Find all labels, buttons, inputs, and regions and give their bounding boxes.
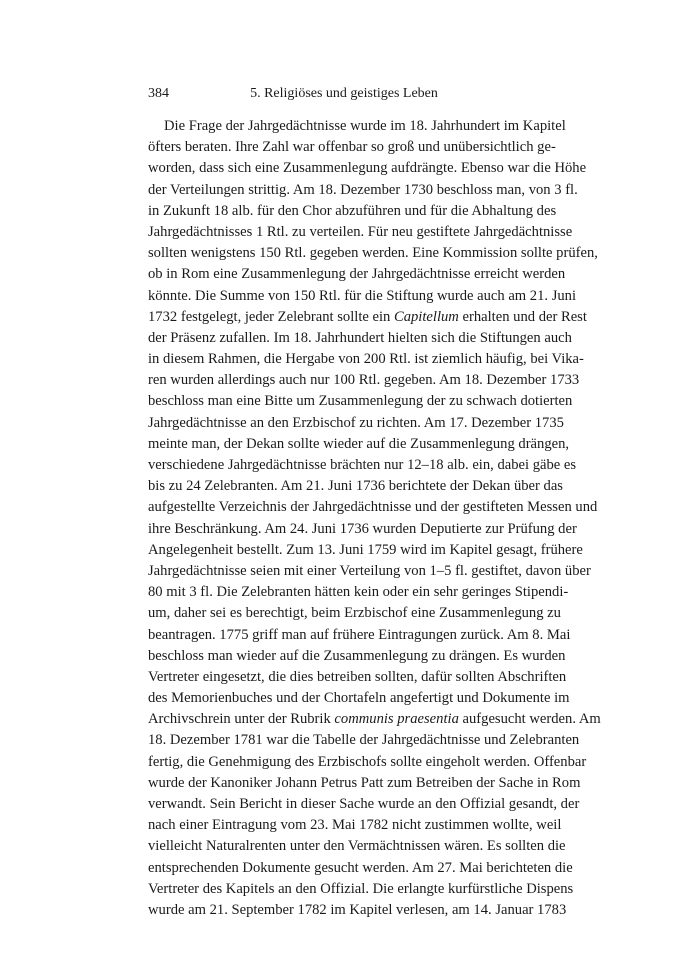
text-line [148,349,584,370]
text-segment: beschloss man wieder auf die Zusammenlegung zu drängen. Es wurden [148,647,566,664]
text-line [148,773,581,794]
text-line [148,900,567,921]
text-line [148,413,564,434]
text-segment: bis zu 24 Zelebranten. Am 21. Juni 1736 berichtete der Dekan über das [148,478,563,495]
text-segment: verschiedene Jahrgedächtnisse brächten nur 12–18 alb. ein, dabei gäbe es [148,457,577,473]
text-line [148,158,587,179]
text-segment: Vertreter eingesetzt, die dies betreiben sollten, dafür sollten Abschriften [148,668,567,685]
text-segment: 80 mit 3 fl. Die Zelebranten hätten kein oder ein sehr geringes Stipendi- [148,584,569,601]
text-segment: beantragen. 1775 griff man auf frühere Eintragungen zurück. Am 8. Mai [148,626,571,643]
text-line [148,391,573,412]
text-segment: 18. Dezember 1781 war die Tabelle der Jahrgedächtnisse und Zelebranten [148,732,580,749]
text-segment: beschloss man eine Bitte um Zusammenlegung der zu schwach dotierten [148,393,573,410]
text-line [148,836,566,857]
text-line [148,243,598,264]
text-segment: öfters beraten. Ihre Zahl war offenbar so groß und unübersichtlich ge- [148,139,556,156]
text-segment: fertig, die Genehmigung des Erzbischofs sollte eingeholt werden. Offenbar [148,753,587,770]
text-line [148,752,587,773]
text-segment: erhalten und der Rest [458,308,587,325]
text-segment: Archivschrein unter der Rubrik [148,711,335,728]
text-line [148,688,570,709]
text-segment: sollten wenigstens 150 Rtl. gegeben werden. Eine Kommission sollte prüfen, [148,245,598,262]
text-line [148,455,577,476]
text-line [148,582,569,603]
text-line [148,540,583,561]
text-segment: in diesem Rahmen, die Hergabe von 200 Rtl. ist ziemlich häufig, bei Vika- [148,351,584,368]
italic-term: communis praesentia [334,711,459,728]
text-line [148,858,573,879]
text-segment: Vertreter des Kapitels an den Offizial. Die erlangte kurfürstliche Dispens [148,880,574,897]
text-line [148,815,562,836]
text-line [148,116,566,137]
text-line [148,794,580,815]
text-segment: 1732 festgelegt, jeder Zelebrant sollte ein [148,308,394,325]
text-line [148,222,573,243]
text-line [148,667,567,688]
text-segment: der Verteilungen strittig. Am 18. Dezember 1730 beschloss man, von 3 fl. [148,181,578,198]
text-segment: Angelegenheit bestellt. Zum 13. Juni 1759 wird im Kapitel gesagt, frühere [148,541,583,558]
text-segment: entsprechenden Dokumente gesucht werden. Am 27. Mai berichteten die [148,859,573,876]
text-segment: verwandt. Sein Bericht in dieser Sache wurde an den Offizial gesandt, der [148,796,580,812]
text-segment: der Präsenz zufallen. Im 18. Jahrhundert hielten sich die Stiftungen auch [148,329,572,346]
text-line [148,286,577,307]
text-line [148,434,570,455]
italic-term: Capitellum [393,308,459,325]
text-segment: aufgestellte Verzeichnis der Jahrgedächtnisse und der gestifteten Messen und [148,499,598,516]
text-segment: wurde der Kanoniker Johann Petrus Patt zum Betreiben der Sache in Rom [148,774,581,791]
text-segment: meinte man, der Dekan sollte wieder auf die Zusammenlegung drängen, [148,435,570,452]
text-segment: in Zukunft 18 alb. für den Chor abzuführen und für die Abhaltung des [148,202,557,219]
running-title: 5. Religiöses und geistiges Leben [250,86,438,101]
text-line [148,561,591,582]
text-line [148,307,587,328]
text-segment: nach einer Eintragung vom 23. Mai 1782 nicht zustimmen wollte, weil [148,817,562,834]
text-line [148,709,601,730]
text-segment: ren wurden allerdings auch nur 100 Rtl. gegeben. Am 18. Dezember 1733 [148,372,580,389]
text-line [148,370,580,391]
text-segment: um, daher sei es berechtigt, beim Erzbischof eine Zusammenlegung zu [148,605,561,622]
page-number: 384 [148,86,169,101]
text-segment: Jahrgedächtnisse an den Erzbischof zu richten. Am 17. Dezember 1735 [148,414,564,431]
text-segment: aufgesucht werden. Am [458,711,601,728]
body-paragraph [148,116,601,921]
text-segment: worden, dass sich eine Zusammenlegung aufdrängte. Ebenso war die Höhe [148,160,587,177]
text-segment: ob in Rom eine Zusammenlegung der Jahrgedächtnisse erreicht werden [148,266,566,283]
text-segment: Jahrgedächtnisse seien mit einer Verteilung von 1–5 fl. gestiftet, davon über [148,562,591,579]
text-line [148,137,556,158]
text-segment: Die Frage der Jahrgedächtnisse wurde im 18. Jahrhundert im Kapitel [164,118,566,134]
text-segment: ihre Beschränkung. Am 24. Juni 1736 wurden Deputierte zur Prüfung der [148,520,577,537]
text-segment: Jahrgedächtnisses 1 Rtl. zu verteilen. Für neu gestiftete Jahrgedächtnisse [148,223,573,240]
text-line [148,519,577,540]
text-line [148,264,566,285]
text-line [148,201,557,222]
text-line [148,603,561,624]
text-segment: des Memorienbuches und der Chortafeln angefertigt und Dokumente im [148,690,570,707]
text-line [148,476,563,497]
text-line [148,180,578,201]
text-line [148,730,580,751]
text-line [148,625,571,646]
text-line [148,497,598,518]
text-segment: vielleicht Naturalrenten unter den Vermächtnissen wären. Es sollten die [148,838,566,855]
text-segment: könnte. Die Summe von 150 Rtl. für die Stiftung wurde auch am 21. Juni [148,287,577,304]
text-line [148,328,572,349]
text-segment: wurde am 21. September 1782 im Kapitel verlesen, am 14. Januar 1783 [148,901,567,918]
text-line [148,879,574,900]
text-line [148,646,566,667]
page-header [148,84,540,104]
